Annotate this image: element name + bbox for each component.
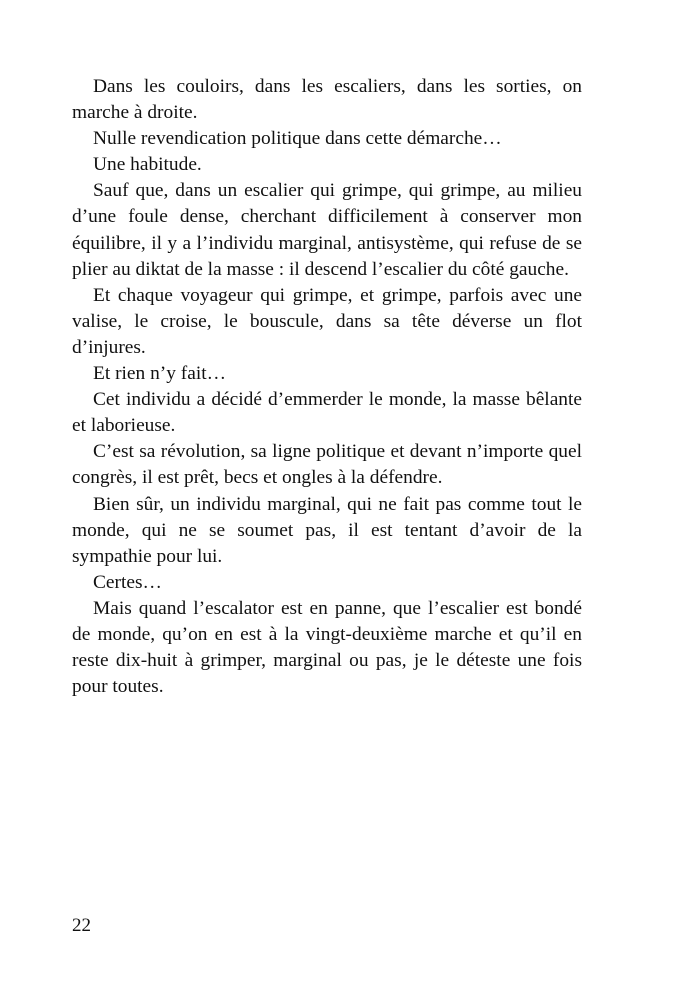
- paragraph: Bien sûr, un individu marginal, qui ne fait pas comme tout le monde, qui ne se soumet pas, il est tentant d’avoir de la sympathie pour lui.: [72, 493, 582, 567]
- paragraph: Mais quand l’escalator est en panne, que l’escalier est bondé de monde, qu’on en est à la vingt-deuxième marche et qu’il en reste dix-huit à grimper, marginal ou pas, je le déteste une fois pour toutes.: [72, 597, 582, 698]
- page-body: [72, 74, 582, 700]
- paragraph: Certes…: [93, 571, 162, 593]
- paragraph: Et rien n’y fait…: [93, 363, 226, 385]
- paragraph: Nulle revendication politique dans cette démarche…: [93, 128, 502, 150]
- paragraph: Cet individu a décidé d’emmerder le monde, la masse bêlante et laborieuse.: [72, 389, 582, 437]
- paragraph: Sauf que, dans un escalier qui grimpe, qui grimpe, au milieu d’une foule dense, cherchant difficilement à conserver mon équilibre, il y a l’individu marginal, antisystème, qui refuse de se plier au diktat de la masse : il descend l’escalier du côté gauche.: [72, 180, 582, 280]
- page-number: 22: [72, 915, 91, 936]
- paragraph: Dans les couloirs, dans les escaliers, dans les sorties, on marche à droite.: [72, 76, 582, 124]
- paragraph: Une habitude.: [93, 154, 202, 176]
- paragraph: Et chaque voyageur qui grimpe, et grimpe, parfois avec une valise, le croise, le bouscule, dans sa tête déverse un flot d’injures.: [72, 284, 582, 358]
- paragraph: C’est sa révolution, sa ligne politique et devant n’importe quel congrès, il est prêt, becs et ongles à la défendre.: [72, 441, 582, 489]
